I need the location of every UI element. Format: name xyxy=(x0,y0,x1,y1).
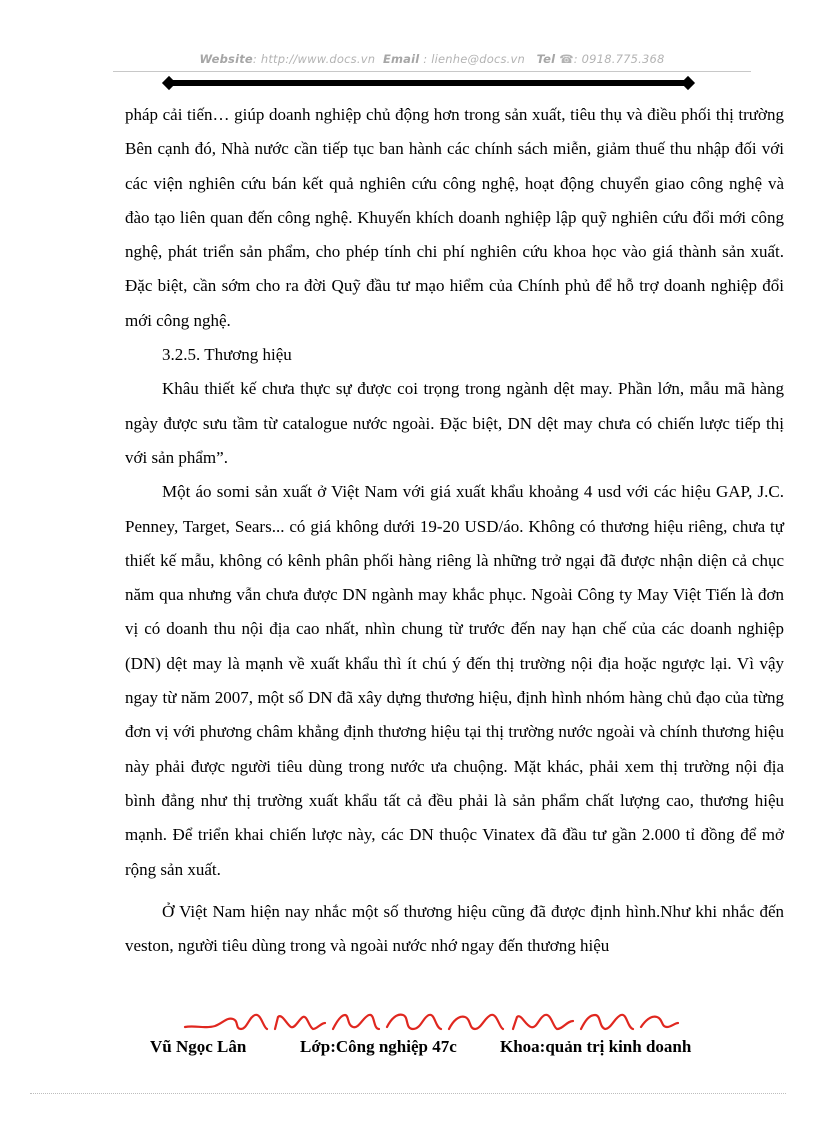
body-paragraph-2: Khâu thiết kế chưa thực sự được coi trọng trong ngành dệt may. Phần lớn, mẫu mã hàng ngày được sưu tầm từ catalogue nước ngoài. Đặc biệt, DN dệt may chưa có chiến lược tiếp thị với sản phẩm”. xyxy=(125,379,784,467)
body-paragraph-4: Ở Việt Nam hiện nay nhắc một số thương hiệu cũng đã được định hình.Như khi nhắc đến veston, người tiêu dùng trong và ngoài nước nhớ ngay đến thương hiệu xyxy=(125,901,784,956)
document-body xyxy=(125,98,784,963)
footer-ornament xyxy=(183,1005,680,1035)
page-bottom-border xyxy=(30,1093,786,1094)
website-label: Website xyxy=(199,52,253,66)
phone-icon: ☎ xyxy=(559,52,574,66)
footer-faculty: Khoa:quản trị kinh doanh xyxy=(500,1037,692,1056)
page-header xyxy=(113,52,751,70)
email-label: Email xyxy=(382,52,420,66)
email-value[interactable]: : lienhe@docs.vn xyxy=(423,52,526,66)
footer-author: Vũ Ngọc Lân xyxy=(150,1037,247,1056)
body-paragraph-3: Một áo somi sản xuất ở Việt Nam với giá xuất khẩu khoảng 4 usd với các hiệu GAP, J.C. Penney, Target, Sears... có giá không dưới 19-20 USD/áo. Không có thương hiệu riêng, chưa tự thiết kế mẫu, không có kênh phân phối hàng riêng là những trở ngại đã được nhận diện cả chục năm qua nhưng vẫn chưa được DN ngành may khắc phục. Ngoài Công ty May Việt Tiến là đơn vị có doanh thu nội địa cao nhất, nhìn chung từ trước đến nay hạn chế của các doanh nghiệp (DN) dệt may là mạnh về xuất khẩu thì ít chú ý đến thị trường nội địa hoặc ngược lại. Vì vậy ngay từ năm 2007, một số DN đã xây dựng thương hiệu, định hình nhóm hàng chủ đạo của từng đơn vị với phương châm khẳng định thương hiệu tại thị trường nước ngoài và chính thương hiệu này phải được người tiêu dùng trong nước ưa chuộng. Mặt khác, phải xem thị trường nội địa bình đẳng như thị trường xuất khẩu tất cả đều phải là sản phẩm chất lượng cao, thương hiệu mạnh. Để triển khai chiến lược này, các DN thuộc Vinatex đã đầu tư gần 2.000 tỉ đồng để mở rộng sản xuất. xyxy=(125,482,784,879)
footer-class: Lớp:Công nghiệp 47c xyxy=(300,1037,457,1056)
website-url[interactable]: : http://www.docs.vn xyxy=(252,52,376,66)
section-heading: 3.2.5. Thương hiệu xyxy=(162,345,292,365)
tel-label: Tel xyxy=(536,52,556,66)
page-footer xyxy=(150,1037,750,1059)
tel-value: : 0918.775.368 xyxy=(573,52,665,66)
header-divider xyxy=(113,71,751,72)
header-bar-right-diamond xyxy=(681,76,695,90)
body-paragraph-1: pháp cải tiến… giúp doanh nghiệp chủ động hơn trong sản xuất, tiêu thụ và điều phối thị trường Bên cạnh đó, Nhà nước cần tiếp tục ban hành các chính sách miễn, giảm thuế thu nhập đối với các viện nghiên cứu bán kết quả nghiên cứu công nghệ, hoạt động chuyển giao công nghệ và đào tạo liên quan đến công nghệ. Khuyến khích doanh nghiệp lập quỹ nghiên cứu đổi mới công nghệ, phát triển sản phẩm, cho phép tính chi phí nghiên cứu khoa học vào giá thành sản xuất. Đặc biệt, cần sớm cho ra đời Quỹ đầu tư mạo hiểm của Chính phủ để hỗ trợ doanh nghiệp đổi mới công nghệ. xyxy=(125,105,784,330)
header-bar xyxy=(172,80,686,86)
